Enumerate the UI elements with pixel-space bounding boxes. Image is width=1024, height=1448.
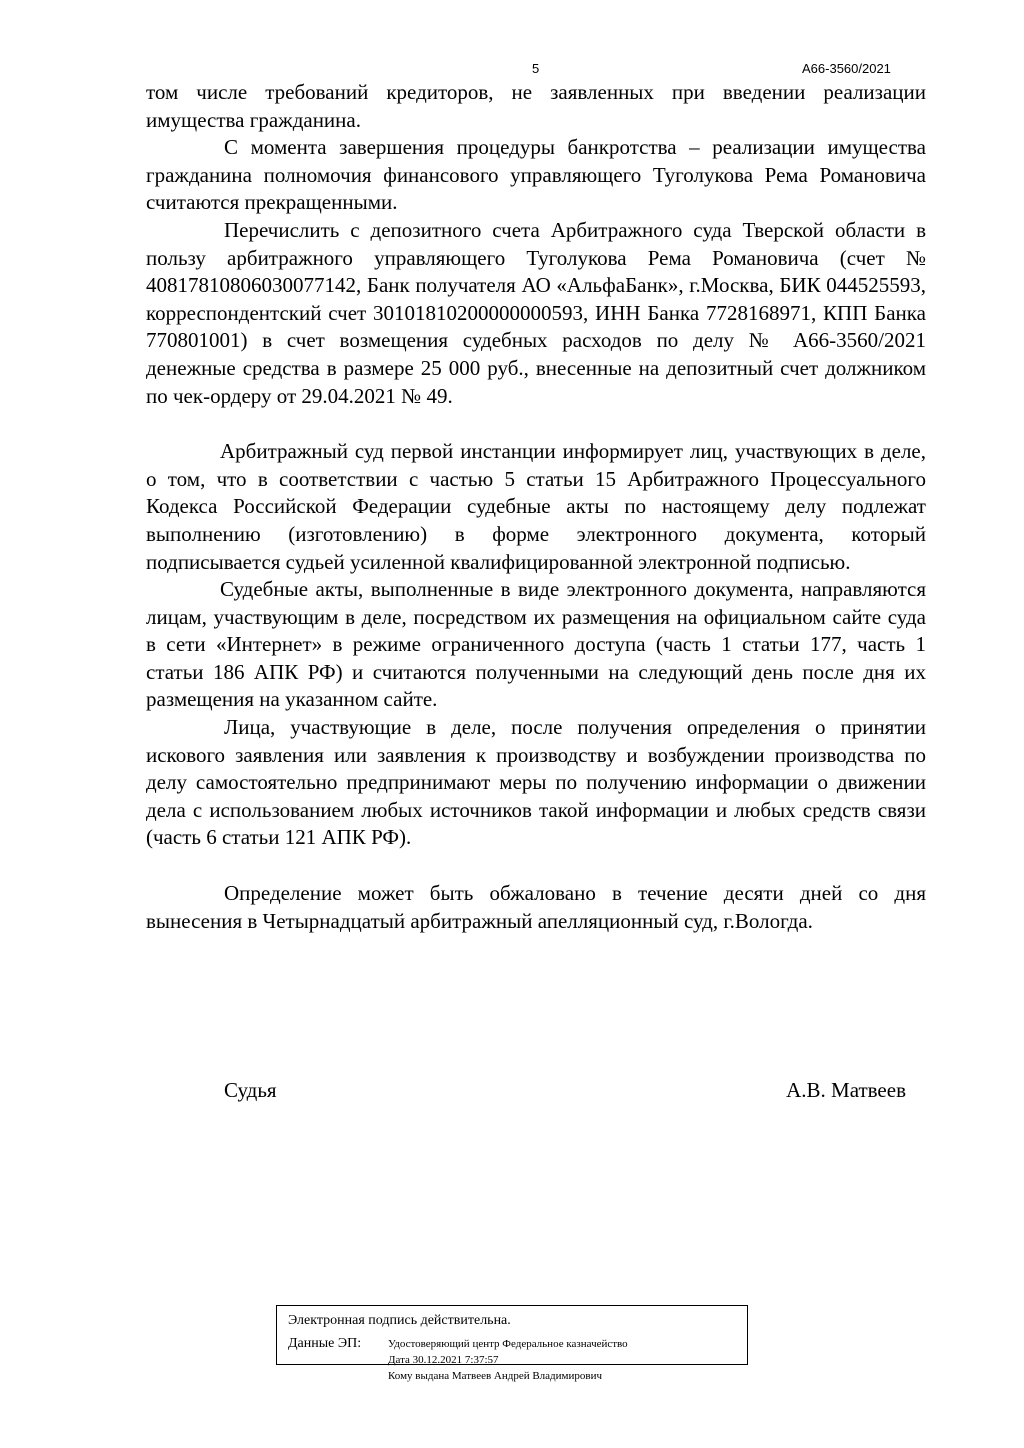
- paragraph-electronic-document-info: Арбитражный суд первой инстанции информирует лиц, участвующих в деле, о том, что в соответствии с частью 5 статьи 15 Арбитражного Процессуального Кодекса Российской Федерации судебные акты по настоящему делу подлежат выполнению (изготовлению) в форме электронного документа, который подписывается судьей усиленной квалифицированной электронной подписью.: [146, 439, 926, 574]
- e-signature-owner: Кому выдана Матвеев Андрей Владимирович: [388, 1370, 602, 1382]
- paragraph-continuation: том числе требований кредиторов, не заявленных при введении реализации имущества гражданина.: [146, 80, 926, 132]
- page-number: 5: [532, 61, 540, 76]
- e-signature-status: Электронная подпись действительна.: [288, 1313, 511, 1328]
- e-signature-label: Данные ЭП:: [288, 1336, 362, 1351]
- paragraph-authority-termination: С момента завершения процедуры банкротства – реализации имущества гражданина полномочия финансового управляющего Туголукова Рема Романовича считаются прекращенными.: [146, 135, 926, 215]
- e-signature-issuer: Удостоверяющий центр Федеральное казначейство: [388, 1338, 628, 1350]
- paragraph-participants-info: Лица, участвующие в деле, после получения определения о принятии искового заявления или заявления к производству и возбуждении производства по делу самостоятельно предпринимают меры по получению информации о движении дела с использованием любых источников такой информации и любых средств связи (часть 6 статьи 121 АПК РФ).: [146, 715, 926, 850]
- document-body: [146, 79, 926, 935]
- case-number: А66-3560/2021: [802, 61, 891, 76]
- e-signature-stamp: [276, 1305, 748, 1382]
- paragraph-publication-info: Судебные акты, выполненные в виде электронного документа, направляются лицам, участвующим в деле, посредством их размещения на официальном сайте суда в сети «Интернет» в режиме ограниченного доступа (часть 1 статьи 177, часть 1 статьи 186 АПК РФ) и считаются полученными на следующий день после дня их размещения на указанном сайте.: [146, 577, 926, 712]
- e-signature-date: Дата 30.12.2021 7:37:57: [388, 1354, 499, 1366]
- paragraph-payment-transfer: Перечислить с депозитного счета Арбитражного суда Тверской области в пользу арбитражного управляющего Туголукова Рема Романовича (счет № 40817810806030077142, Банк получателя АО «АльфаБанк», г.Москва, БИК 044525593, корреспондентский счет 30101810200000000593, ИНН Банка 7728168971, КПП Банка 770801001) в счет возмещения судебных расходов по делу № А66-3560/2021 денежные средства в размере 25 000 руб., внесенные на депозитный счет должником по чек-ордеру от 29.04.2021 № 49.: [146, 217, 926, 408]
- judge-role: Судья: [224, 1078, 277, 1102]
- judge-name: А.В. Матвеев: [786, 1078, 906, 1102]
- paragraph-appeal: Определение может быть обжаловано в течение десяти дней со дня вынесения в Четырнадцатый арбитражный апелляционный суд, г.Вологда.: [146, 881, 926, 933]
